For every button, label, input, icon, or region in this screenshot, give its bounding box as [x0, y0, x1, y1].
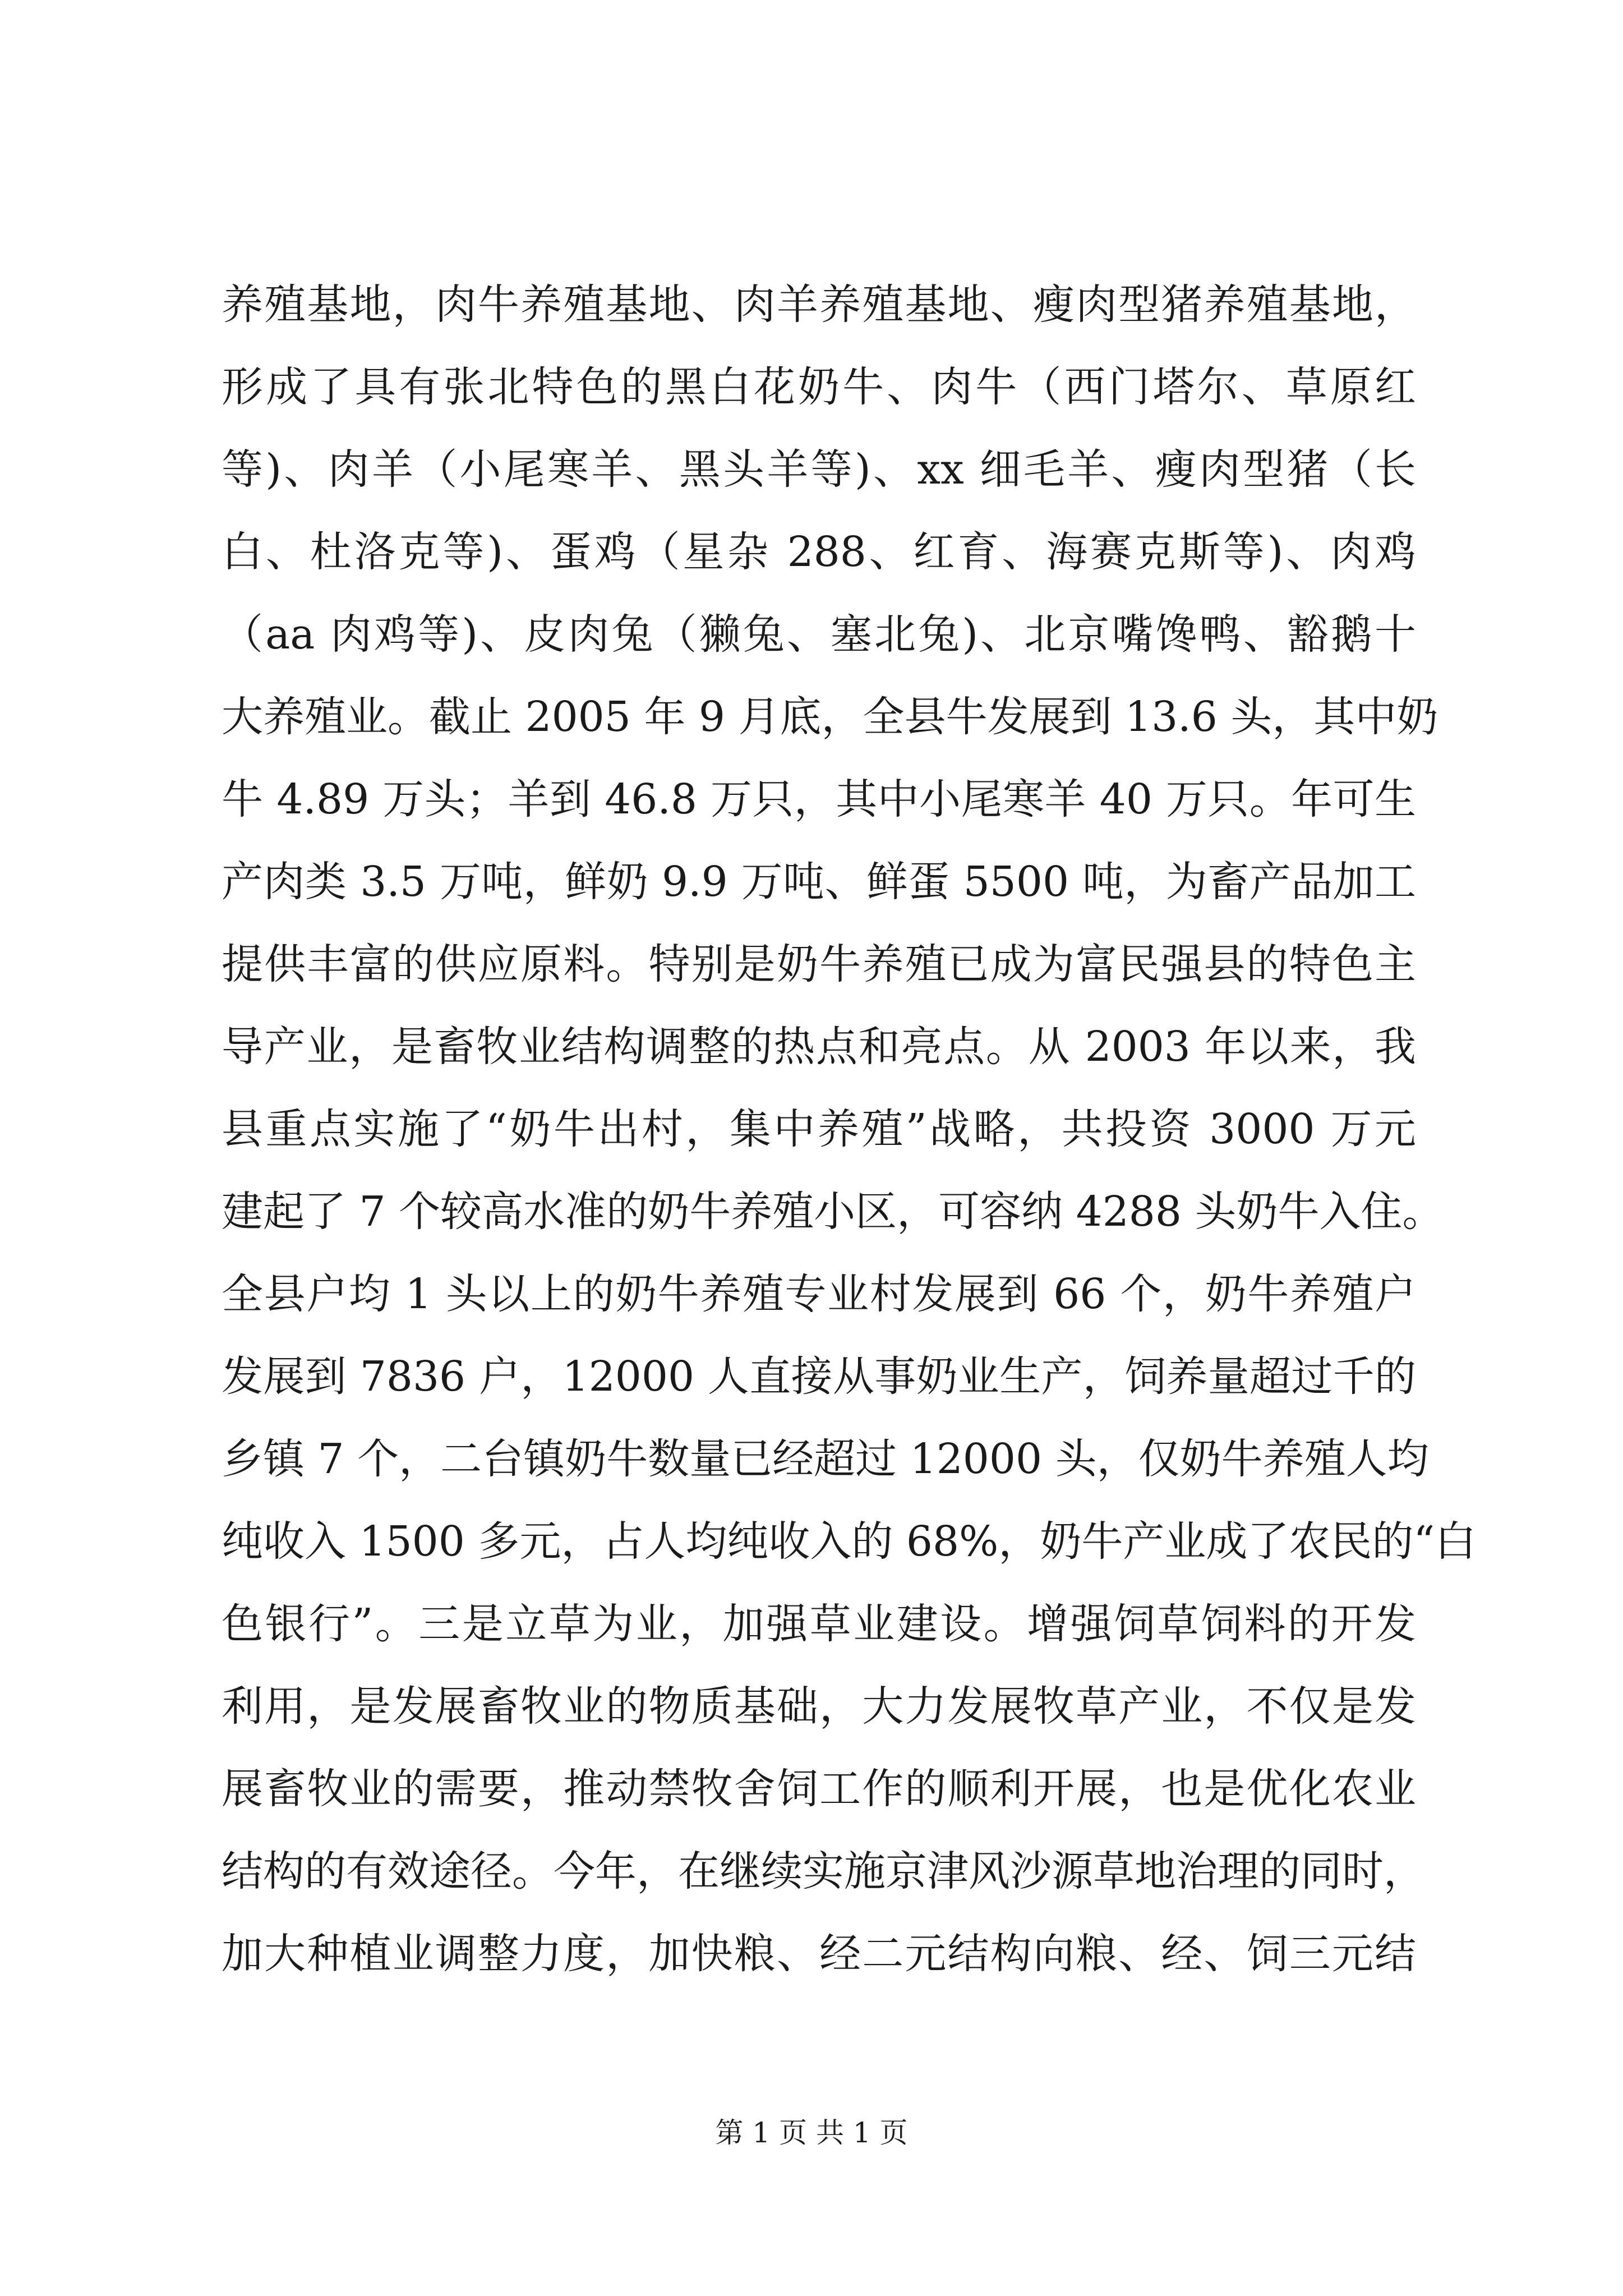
text-line: 大养殖业。截止 2005 年 9 月底，全县牛发展到 13.6 头，其中奶: [222, 693, 1438, 741]
text-line: 纯收入 1500 多元，占人均纯收入的 68%，奶牛产业成了农民的“白: [222, 1517, 1477, 1566]
text-line: 导产业，是畜牧业结构调整的热点和亮点。从 2003 年以来，我: [222, 1023, 1416, 1071]
text-line: 形成了具有张北特色的黑白花奶牛、肉牛（西门塔尔、草原红: [222, 363, 1416, 411]
text-line: 等)、肉羊（小尾寒羊、黑头羊等)、xx 细毛羊、瘦肉型猪（长: [222, 445, 1416, 494]
body-text: [222, 264, 1477, 1995]
text-line: 牛 4.89 万头；羊到 46.8 万只，其中小尾寒羊 40 万只。年可生: [222, 775, 1416, 823]
text-line: 建起了 7 个较高水准的奶牛养殖小区，可容纳 4288 头奶牛入住。: [222, 1188, 1444, 1236]
page-number-footer: 第 1 页 共 1 页: [715, 2116, 908, 2149]
text-line: 加大种植业调整力度，加快粮、经二元结构向粮、经、饲三元结: [222, 1930, 1416, 1978]
text-line: 提供丰富的供应原料。特别是奶牛养殖已成为富民强县的特色主: [222, 940, 1416, 988]
text-line: （aa 肉鸡等)、皮肉兔（獭兔、塞北兔)、北京嘴馋鸭、豁鹅十: [222, 610, 1416, 659]
text-line: 全县户均 1 头以上的奶牛养殖专业村发展到 66 个，奶牛养殖户: [222, 1270, 1416, 1318]
text-line: 乡镇 7 个，二台镇奶牛数量已经超过 12000 头，仅奶牛养殖人均: [222, 1435, 1429, 1483]
text-line: 结构的有效途径。今年，在继续实施京津风沙源草地治理的同时，: [222, 1847, 1425, 1895]
text-line: 利用，是发展畜牧业的物质基础，大力发展牧草产业，不仅是发: [222, 1682, 1416, 1731]
text-line: 县重点实施了“奶牛出村，集中养殖”战略，共投资 3000 万元: [222, 1105, 1416, 1153]
text-line: 展畜牧业的需要，推动禁牧舍饲工作的顺利开展，也是优化农业: [222, 1765, 1416, 1813]
text-line: 养殖基地，肉牛养殖基地、肉羊养殖基地、瘦肉型猪养殖基地，: [222, 280, 1416, 329]
text-line: 发展到 7836 户，12000 人直接从事奶业生产，饲养量超过千的: [222, 1352, 1416, 1401]
text-line: 产肉类 3.5 万吨，鲜奶 9.9 万吨、鲜蛋 5500 吨，为畜产品加工: [222, 858, 1416, 906]
text-line: 白、杜洛克等)、蛋鸡（星杂 288、红育、海赛克斯等)、肉鸡: [222, 528, 1416, 576]
text-line: 色银行”。三是立草为业，加强草业建设。增强饲草饲料的开发: [222, 1600, 1416, 1648]
